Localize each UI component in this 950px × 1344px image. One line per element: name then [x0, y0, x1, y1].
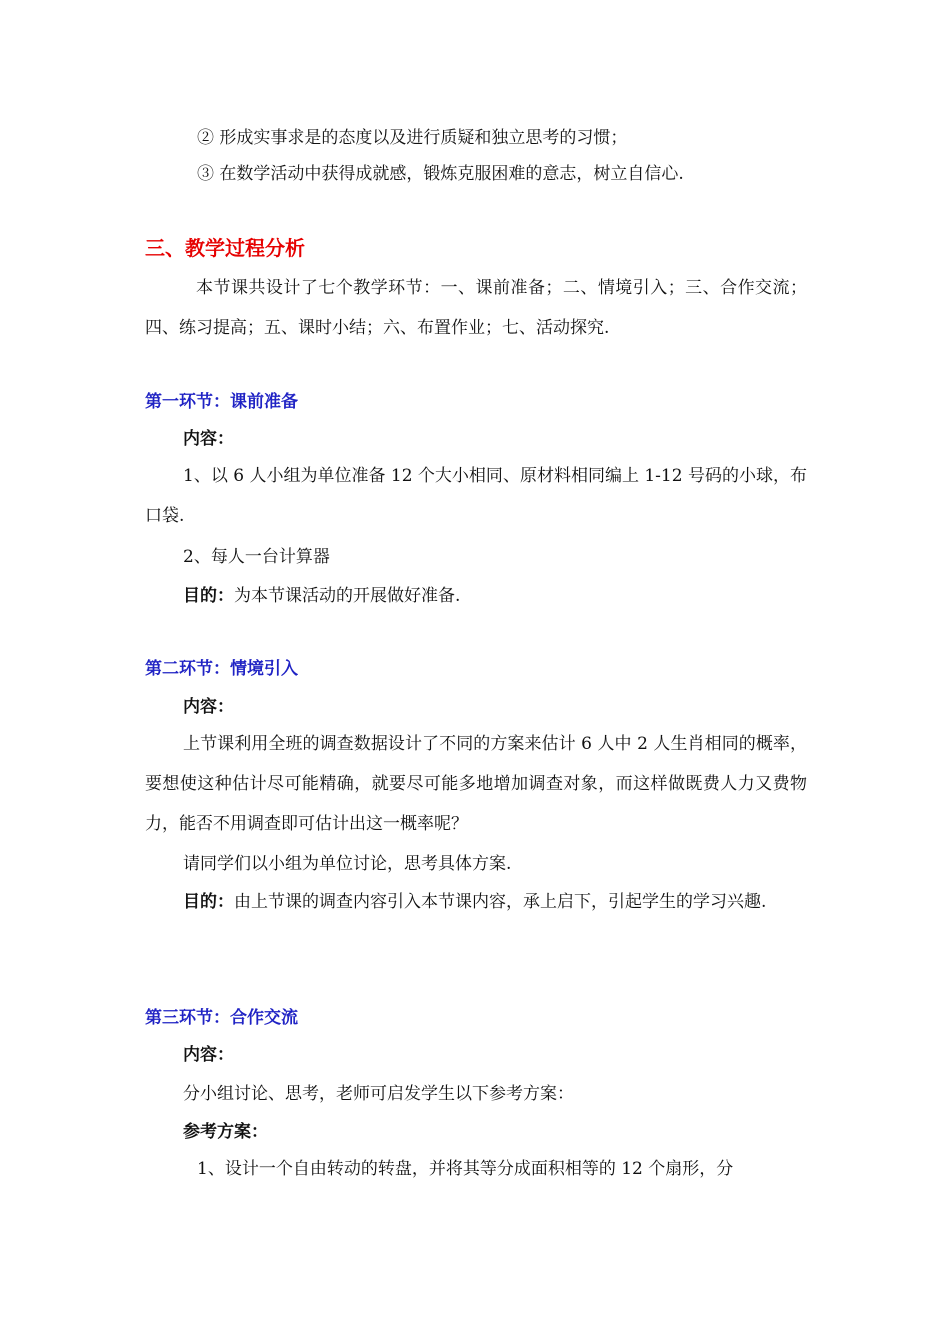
objective-item-2: ② 形成实事求是的态度以及进行质疑和独立思考的习惯；: [197, 128, 628, 148]
step1-heading: 第一环节：课前准备: [145, 392, 298, 412]
step1-item-1: 1、以 6 人小组为单位准备 12 个大小相同、原材料相同编上 1-12 号码的小球，布口袋.: [145, 466, 807, 526]
step3-content-label: 内容：: [183, 1045, 234, 1065]
step2-purpose: [145, 882, 807, 922]
step2-content-label: 内容：: [183, 697, 234, 717]
step3-reference-label: 参考方案：: [183, 1122, 268, 1142]
step2-paragraph-2: 请同学们以小组为单位讨论，思考具体方案.: [183, 854, 512, 874]
step1-purpose: [183, 584, 460, 608]
step3-heading: 第三环节：合作交流: [145, 1008, 298, 1028]
step2-purpose-text: 由上节课的调查内容引入本节课内容，承上启下，引起学生的学习兴趣.: [234, 892, 767, 912]
step1-item-2: 2、每人一台计算器: [183, 547, 330, 567]
step2-paragraph-1: 上节课利用全班的调查数据设计了不同的方案来估计 6 人中 2 人生肖相同的概率，要想使这种估计尽可能精确，就要尽可能多地增加调查对象，而这样做既费人力又费物力，能否不用调查即可估计出这一概率呢？: [145, 734, 807, 834]
section-heading: 三、教学过程分析: [145, 236, 305, 260]
step1-purpose-label: 目的：: [183, 586, 234, 606]
step3-paragraph-1: 分小组讨论、思考，老师可启发学生以下参考方案：: [183, 1084, 574, 1104]
step3-reference-1: 1、设计一个自由转动的转盘，并将其等分成面积相等的 12 个扇形，分: [197, 1159, 734, 1179]
step2-heading: 第二环节：情境引入: [145, 659, 298, 679]
step2-purpose-label: 目的：: [183, 892, 234, 912]
step1-content-label: 内容：: [183, 429, 234, 449]
section-intro: 本节课共设计了七个教学环节：一、课前准备；二、情境引入；三、合作交流；四、练习提高；五、课时小结；六、布置作业；七、活动探究.: [145, 278, 807, 338]
step1-purpose-text: 为本节课活动的开展做好准备.: [234, 586, 461, 606]
objective-item-3: ③ 在数学活动中获得成就感，锻炼克服困难的意志，树立自信心.: [197, 164, 684, 184]
